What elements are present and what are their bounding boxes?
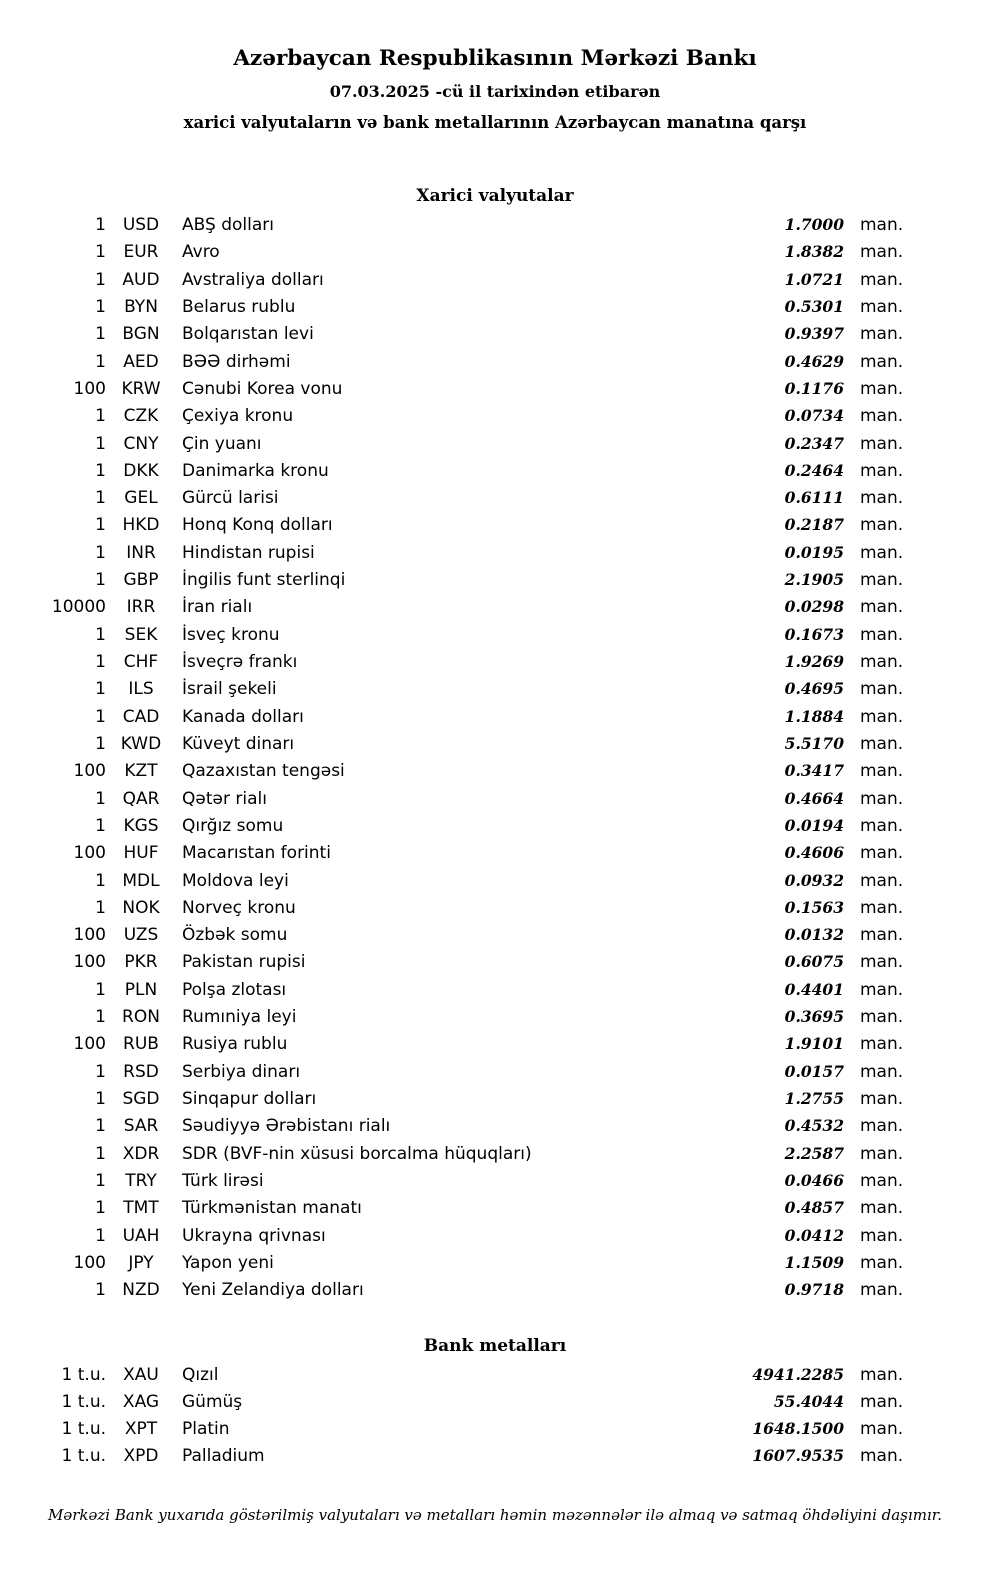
rate-value: 0.6111 — [784, 488, 844, 508]
rate-row — [0, 789, 906, 816]
unit-label: man. — [860, 406, 904, 427]
currency-code: TRY — [125, 1170, 157, 1191]
rate-value: 0.1673 — [784, 624, 844, 644]
rate-row — [0, 597, 906, 624]
rate-value: 0.3695 — [784, 1007, 844, 1027]
currency-code: NZD — [122, 1280, 160, 1301]
currency-code: CNY — [123, 433, 159, 454]
unit-label: man. — [860, 1446, 904, 1467]
unit-label: man. — [860, 1419, 904, 1440]
currency-code: AUD — [122, 269, 160, 290]
quantity-cell: 1 — [95, 1170, 106, 1191]
currency-name: SDR (BVF-nin xüsusi borcalma hüquqları) — [182, 1143, 532, 1164]
currency-name: Platin — [182, 1419, 230, 1440]
unit-label: man. — [860, 952, 904, 973]
currency-code: KZT — [124, 761, 158, 782]
quantity-cell: 1 — [95, 1089, 106, 1109]
currency-code: SAR — [123, 1116, 159, 1137]
quantity-cell: 1 — [95, 406, 106, 427]
section-foreign-currencies — [0, 186, 990, 1308]
quantity-cell: 100 — [73, 761, 106, 782]
rate-row — [0, 871, 906, 898]
quantity-cell: 1 — [95, 296, 106, 317]
currency-code: BYN — [124, 296, 158, 317]
currency-code: HKD — [122, 515, 160, 536]
rate-value: 2.1905 — [784, 570, 844, 590]
unit-label: man. — [860, 733, 904, 754]
rate-row — [0, 761, 906, 788]
quantity-cell: 1 — [95, 897, 106, 918]
currency-code: CHF — [123, 652, 159, 672]
rate-row — [0, 515, 906, 542]
rate-row — [0, 270, 906, 297]
currency-name: Pakistan rupisi — [182, 952, 306, 973]
quantity-cell: 1 — [95, 733, 106, 754]
rate-row — [0, 1253, 906, 1280]
currency-code: BGN — [122, 324, 160, 345]
rate-row — [0, 406, 906, 433]
currency-name: Moldova leyi — [182, 870, 289, 891]
quantity-cell: 1 — [95, 870, 106, 891]
rate-value: 1.0721 — [784, 269, 844, 289]
currency-name: Səudiyyə Ərəbistanı rialı — [182, 1116, 391, 1137]
rate-value: 0.6075 — [784, 952, 844, 972]
rate-value: 0.0466 — [784, 1170, 844, 1190]
currency-name: İsveç kronu — [182, 624, 280, 645]
quantity-cell: 1 t.u. — [61, 1419, 106, 1440]
currency-name: ABŞ dolları — [182, 215, 274, 235]
currency-name: BƏƏ dirhəmi — [182, 351, 291, 372]
currency-code: HUF — [123, 843, 159, 864]
rate-row — [0, 434, 906, 461]
currency-code: KWD — [120, 733, 162, 754]
effective-date-line: 07.03.2025 -cü il tarixindən etibarən — [329, 82, 661, 101]
rate-value: 55.4044 — [773, 1391, 844, 1411]
currency-name: İsveçrə frankı — [182, 652, 298, 672]
unit-label: man. — [860, 433, 904, 454]
currency-code: SEK — [124, 624, 158, 645]
rate-value: 1.9101 — [784, 1034, 844, 1054]
section-header-metals: Bank metalları — [423, 1335, 567, 1356]
rate-row — [0, 925, 906, 952]
rate-row — [0, 570, 906, 597]
unit-label: man. — [860, 761, 904, 782]
unit-label: man. — [860, 269, 904, 290]
unit-label: man. — [860, 624, 904, 645]
currency-code: JPY — [128, 1252, 154, 1273]
quantity-cell: 1 t.u. — [61, 1446, 106, 1467]
currency-code: QAR — [122, 788, 160, 809]
rate-value: 0.4629 — [784, 351, 844, 371]
currency-name: Norveç kronu — [182, 897, 296, 918]
quantity-cell: 1 — [95, 679, 106, 700]
rate-row — [0, 324, 906, 351]
rate-value: 0.4401 — [784, 979, 844, 999]
currency-code: UAH — [122, 1225, 160, 1246]
quantity-cell: 100 — [73, 952, 106, 973]
currency-code: UZS — [123, 925, 159, 946]
unit-label: man. — [860, 1391, 904, 1412]
quantity-cell: 1 — [95, 351, 106, 372]
quantity-cell: 10000 — [51, 597, 106, 618]
currency-code: RSD — [123, 1061, 159, 1082]
quantity-cell: 1 — [95, 1198, 106, 1219]
rate-row — [0, 1089, 906, 1116]
currency-code: GEL — [124, 488, 158, 509]
unit-label: man. — [860, 1089, 904, 1109]
currency-name: İsrail şekeli — [182, 679, 277, 700]
unit-label: man. — [860, 788, 904, 809]
currency-code: GBP — [123, 570, 159, 591]
quantity-cell: 1 — [95, 706, 106, 727]
currency-name: Yapon yeni — [182, 1252, 274, 1273]
quantity-cell: 1 — [95, 624, 106, 645]
unit-label: man. — [860, 1280, 904, 1301]
quantity-cell: 1 t.u. — [61, 1364, 106, 1385]
rate-value: 1.1884 — [784, 706, 844, 726]
rate-row — [0, 242, 906, 269]
rate-value: 1.9269 — [784, 652, 844, 671]
rate-row — [0, 379, 906, 406]
currency-code: ILS — [128, 679, 154, 700]
rate-row — [0, 679, 906, 706]
rate-value: 0.0195 — [784, 542, 844, 562]
quantity-cell: 1 — [95, 1061, 106, 1082]
quantity-cell: 100 — [73, 378, 106, 399]
currency-name: Sinqapur dolları — [182, 1089, 317, 1109]
currency-code: SGD — [122, 1089, 160, 1109]
currency-code: RON — [122, 1007, 160, 1028]
rate-value: 1.7000 — [784, 215, 844, 234]
currency-code: IRR — [126, 597, 156, 618]
quantity-cell: 100 — [73, 1252, 106, 1273]
quantity-cell: 1 — [95, 324, 106, 345]
quantity-cell: 1 — [95, 979, 106, 1000]
rate-value: 0.0412 — [784, 1225, 844, 1245]
rate-value: 0.0194 — [784, 815, 844, 835]
rate-value: 1607.9535 — [752, 1446, 844, 1466]
rate-row — [0, 816, 906, 843]
unit-label: man. — [860, 296, 904, 317]
quantity-cell: 1 — [95, 433, 106, 454]
currency-name: Qazaxıstan tengəsi — [182, 761, 345, 782]
unit-label: man. — [860, 897, 904, 918]
unit-label: man. — [860, 215, 904, 235]
rate-row — [0, 898, 906, 925]
unit-label: man. — [860, 242, 904, 263]
quantity-cell: 100 — [73, 925, 106, 946]
rate-value: 1.1509 — [784, 1252, 844, 1272]
rate-row — [0, 1419, 906, 1446]
quantity-cell: 1 — [95, 488, 106, 509]
unit-label: man. — [860, 979, 904, 1000]
currency-code: KRW — [121, 378, 161, 399]
quantity-cell: 1 — [95, 215, 106, 235]
currency-rate-table — [0, 215, 906, 1308]
currency-name: Palladium — [182, 1446, 265, 1467]
currency-name: Belarus rublu — [182, 296, 296, 317]
currency-name: Hindistan rupisi — [182, 542, 315, 563]
currency-code: XDR — [122, 1143, 160, 1164]
currency-code: AED — [123, 351, 159, 372]
unit-label: man. — [860, 815, 904, 836]
rate-row — [0, 1365, 906, 1392]
unit-label: man. — [860, 542, 904, 563]
quantity-cell: 1 — [95, 542, 106, 563]
rate-row — [0, 488, 906, 515]
unit-label: man. — [860, 1007, 904, 1028]
currency-name: Honq Konq dolları — [182, 515, 333, 536]
unit-label: man. — [860, 925, 904, 946]
rate-value: 1648.1500 — [752, 1419, 844, 1439]
unit-label: man. — [860, 1061, 904, 1082]
unit-label: man. — [860, 1170, 904, 1191]
currency-name: Serbiya dinarı — [182, 1061, 301, 1082]
unit-label: man. — [860, 351, 904, 372]
quantity-cell: 100 — [73, 1034, 106, 1055]
rate-value: 0.9718 — [784, 1280, 844, 1300]
currency-name: Danimarka kronu — [182, 460, 329, 481]
rate-row — [0, 1062, 906, 1089]
rate-value: 0.2347 — [784, 433, 844, 453]
rate-value: 1.2755 — [784, 1089, 844, 1108]
rate-value: 0.1563 — [784, 897, 844, 917]
currency-name: Türk lirəsi — [182, 1170, 264, 1191]
rate-row — [0, 707, 906, 734]
currency-code: EUR — [123, 242, 159, 263]
unit-label: man. — [860, 324, 904, 345]
currency-name: Avstraliya dolları — [182, 269, 324, 290]
currency-code: PLN — [124, 979, 158, 1000]
currency-code: PKR — [124, 952, 158, 973]
currency-name: Çin yuanı — [182, 433, 262, 454]
rate-value: 0.1176 — [784, 378, 844, 398]
currency-code: KGS — [123, 815, 159, 836]
unit-label: man. — [860, 515, 904, 536]
currency-code: NOK — [122, 897, 160, 918]
currency-code: INR — [126, 542, 156, 563]
currency-name: Qırğız somu — [182, 815, 284, 836]
currency-name: Küveyt dinarı — [182, 733, 295, 754]
rate-row — [0, 1392, 906, 1419]
section-header-currencies: Xarici valyutalar — [416, 186, 574, 206]
rate-value: 0.2187 — [784, 515, 844, 535]
currency-name: Cənubi Korea vonu — [182, 378, 343, 399]
rate-row — [0, 1144, 906, 1171]
currency-name: Kanada dolları — [182, 706, 304, 727]
quantity-cell: 1 — [95, 815, 106, 836]
rate-row — [0, 652, 906, 679]
rate-value: 0.0157 — [784, 1061, 844, 1081]
rate-row — [0, 1280, 906, 1307]
currency-name: Yeni Zelandiya dolları — [182, 1280, 364, 1301]
rate-value: 0.2464 — [784, 460, 844, 480]
page-title: Azərbaycan Respublikasının Mərkəzi Bankı — [233, 46, 757, 71]
unit-label: man. — [860, 488, 904, 509]
rate-row — [0, 1198, 906, 1225]
currency-name: Gürcü larisi — [182, 488, 279, 509]
rate-row — [0, 1171, 906, 1198]
unit-label: man. — [860, 1198, 904, 1219]
currency-name: Gümüş — [182, 1391, 243, 1412]
currency-name: Ukrayna qrivnası — [182, 1225, 326, 1246]
rate-row — [0, 1116, 906, 1143]
quantity-cell: 1 — [95, 1225, 106, 1246]
currency-name: Türkmənistan manatı — [182, 1198, 362, 1219]
unit-label: man. — [860, 1034, 904, 1055]
rate-row — [0, 625, 906, 652]
quantity-cell: 1 — [95, 242, 106, 263]
currency-name: Qətər rialı — [182, 788, 267, 809]
rate-value: 0.9397 — [784, 324, 844, 344]
currency-code: XPD — [123, 1446, 159, 1467]
rate-value: 2.2587 — [784, 1143, 844, 1163]
quantity-cell: 1 — [95, 1143, 106, 1164]
currency-name: İngilis funt sterlinqi — [182, 570, 346, 591]
rate-value: 0.0298 — [784, 597, 844, 617]
rate-value: 0.4664 — [784, 788, 844, 808]
rate-value: 0.0932 — [784, 870, 844, 890]
document-subtitle: xarici valyutaların və bank metallarının Azərbaycan manatına qarşı — [183, 113, 807, 132]
unit-label: man. — [860, 706, 904, 727]
currency-code: RUB — [123, 1034, 159, 1055]
currency-code: XPT — [124, 1419, 158, 1440]
rate-value: 5.5170 — [784, 733, 844, 753]
rate-row — [0, 1446, 906, 1473]
currency-name: Polşa zlotası — [182, 979, 287, 1000]
unit-label: man. — [860, 1143, 904, 1164]
unit-label: man. — [860, 1364, 904, 1385]
currency-name: Rumıniya leyi — [182, 1007, 297, 1028]
section-bank-metals — [0, 1336, 990, 1474]
currency-name: Rusiya rublu — [182, 1034, 288, 1055]
rate-row — [0, 1007, 906, 1034]
currency-name: Avro — [182, 242, 220, 263]
unit-label: man. — [860, 570, 904, 591]
currency-name: Çexiya kronu — [182, 406, 294, 427]
disclaimer-text: Mərkəzi Bank yuxarıda göstərilmiş valyutaları və metalları həmin məzənnələr ilə almaq və satmaq öhdəliyini daşımır. — [47, 1505, 943, 1524]
quantity-cell: 1 t.u. — [61, 1391, 106, 1412]
rate-row — [0, 734, 906, 761]
currency-code: XAU — [123, 1364, 159, 1385]
rate-row — [0, 843, 906, 870]
quantity-cell: 1 — [95, 570, 106, 591]
quantity-cell: 1 — [95, 515, 106, 536]
quantity-cell: 1 — [95, 460, 106, 481]
currency-name: Qızıl — [182, 1364, 219, 1385]
rate-value: 0.3417 — [784, 761, 844, 781]
quantity-cell: 1 — [95, 1116, 106, 1137]
quantity-cell: 1 — [95, 1007, 106, 1028]
rate-value: 0.4695 — [784, 679, 844, 699]
rate-value: 0.0734 — [784, 406, 844, 426]
unit-label: man. — [860, 652, 904, 672]
currency-name: İran rialı — [182, 597, 253, 618]
rate-value: 0.4532 — [784, 1116, 844, 1136]
rate-value: 0.4857 — [784, 1198, 844, 1218]
unit-label: man. — [860, 870, 904, 891]
currency-name: Özbək somu — [182, 925, 288, 946]
rate-row — [0, 215, 906, 242]
unit-label: man. — [860, 679, 904, 700]
unit-label: man. — [860, 1252, 904, 1273]
rate-row — [0, 352, 906, 379]
quantity-cell: 1 — [95, 652, 106, 672]
rate-value: 4941.2285 — [752, 1364, 844, 1384]
currency-name: Bolqarıstan levi — [182, 324, 314, 345]
unit-label: man. — [860, 843, 904, 864]
unit-label: man. — [860, 1116, 904, 1137]
unit-label: man. — [860, 597, 904, 618]
currency-code: CZK — [123, 406, 159, 427]
currency-code: CAD — [122, 706, 160, 727]
rate-row — [0, 980, 906, 1007]
rate-value: 0.4606 — [784, 843, 844, 863]
metal-rate-table — [0, 1365, 906, 1474]
rate-row — [0, 1034, 906, 1061]
rate-row — [0, 543, 906, 570]
currency-name: Macarıstan forinti — [182, 843, 331, 864]
currency-code: USD — [122, 215, 160, 235]
currency-code: DKK — [123, 460, 159, 481]
unit-label: man. — [860, 1225, 904, 1246]
quantity-cell: 1 — [95, 269, 106, 290]
rate-row — [0, 952, 906, 979]
rate-value: 0.5301 — [784, 296, 844, 316]
quantity-cell: 1 — [95, 788, 106, 809]
rate-row — [0, 461, 906, 488]
rate-row — [0, 297, 906, 324]
rate-value: 0.0132 — [784, 925, 844, 945]
currency-code: MDL — [122, 870, 160, 891]
rate-value: 1.8382 — [784, 242, 844, 262]
rate-row — [0, 1226, 906, 1253]
quantity-cell: 100 — [73, 843, 106, 864]
quantity-cell: 1 — [95, 1280, 106, 1301]
currency-code: XAG — [122, 1391, 160, 1412]
unit-label: man. — [860, 378, 904, 399]
unit-label: man. — [860, 460, 904, 481]
currency-code: TMT — [123, 1198, 159, 1219]
